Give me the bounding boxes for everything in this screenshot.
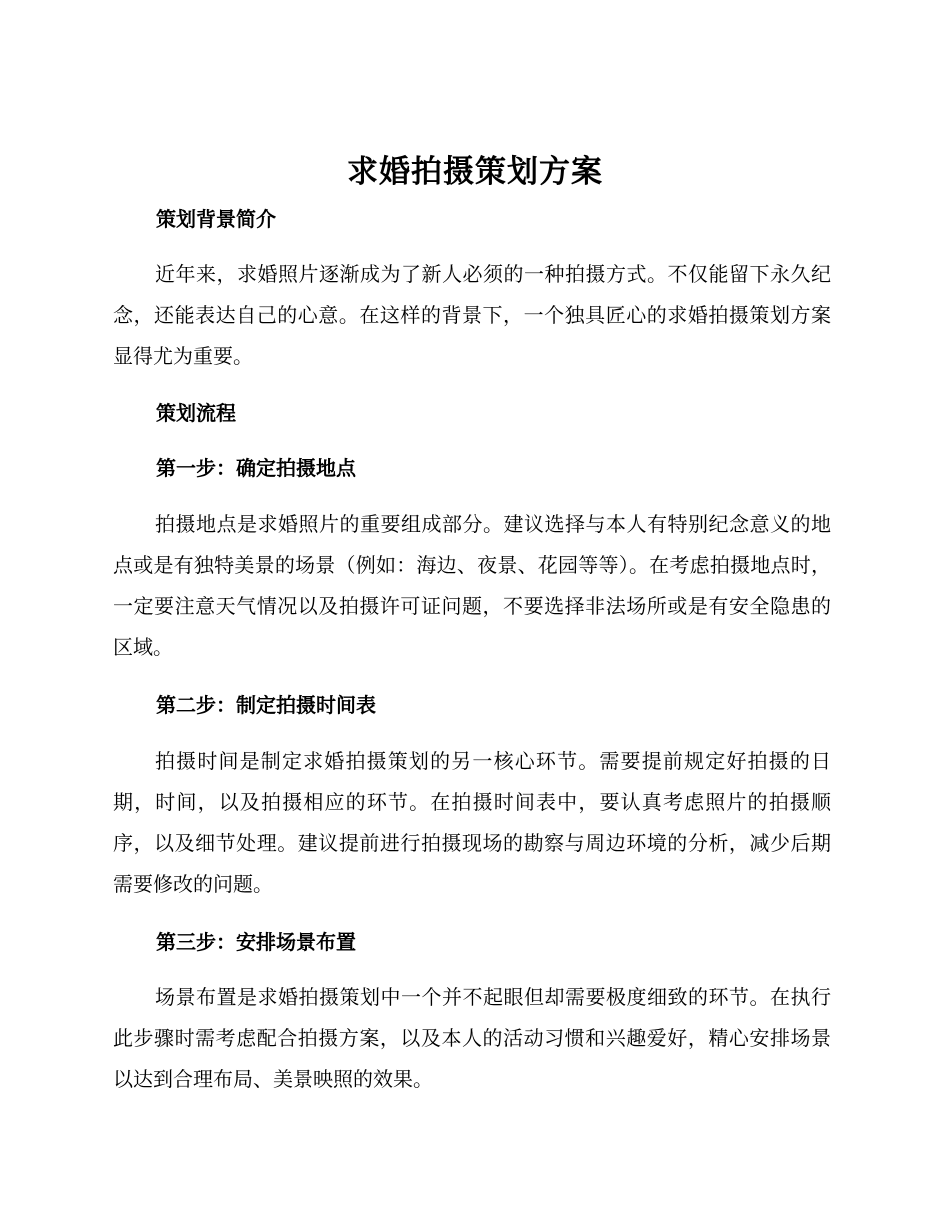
section-heading-background: 策划背景简介 [156,207,276,231]
paragraph-schedule: 拍摄时间是制定求婚拍摄策划的另一核心环节。需要提前规定好拍摄的日期，时间，以及拍摄相应的环节。在拍摄时间表中，要认真考虑照片的拍摄顺序，以及细节处理。建议提前进行拍摄现场的勘察与周边环境的分析，减少后期需要修改的问题。 [113,749,831,896]
paragraph-scene: 场景布置是求婚拍摄策划中一个并不起眼但却需要极度细致的环节。在执行此步骤时需考虑配合拍摄方案，以及本人的活动习惯和兴趣爱好，精心安排场景以达到合理布局、美景映照的效果。 [113,985,831,1091]
step-heading-schedule: 第二步：制定拍摄时间表 [156,693,376,717]
step-heading-scene: 第三步：安排场景布置 [156,930,356,954]
paragraph-background: 近年来，求婚照片逐渐成为了新人必须的一种拍摄方式。不仅能留下永久纪念，还能表达自己的心意。在这样的背景下，一个独具匠心的求婚拍摄策划方案显得尤为重要。 [113,262,831,368]
paragraph-location: 拍摄地点是求婚照片的重要组成部分。建议选择与本人有特别纪念意义的地点或是有独特美景的场景（例如：海边、夜景、花园等等）。在考虑拍摄地点时，一定要注意天气情况以及拍摄许可证问题，不要选择非法场所或是有安全隐患的区域。 [113,512,831,659]
step-heading-location: 第一步：确定拍摄地点 [156,456,356,480]
document-title: 求婚拍摄策划方案 [347,154,603,190]
section-heading-process: 策划流程 [156,401,236,425]
